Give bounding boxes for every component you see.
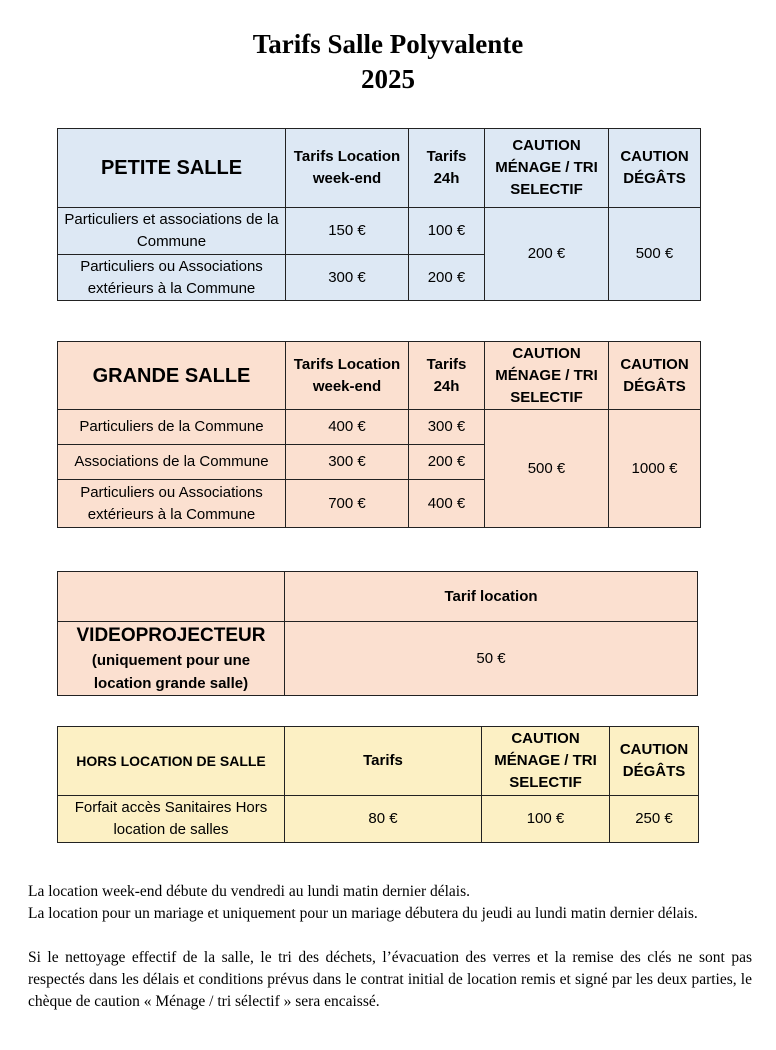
- price-24h: 200 €: [409, 445, 485, 480]
- row-label: Particuliers ou Associations extérieurs à la Commune: [58, 255, 286, 301]
- table-row: [58, 622, 698, 696]
- price-24h: 300 €: [409, 410, 485, 445]
- col-header-tarifs: Tarifs: [285, 727, 482, 796]
- row-label: Particuliers et associations de la Commune: [58, 208, 286, 255]
- price-weekend: 300 €: [286, 445, 409, 480]
- col-header-caution-menage: CAUTION MÉNAGE / TRI SELECTIF: [485, 129, 609, 208]
- col-header-weekend: Tarifs Location week-end: [286, 342, 409, 410]
- grande-salle-title: GRANDE SALLE: [58, 342, 286, 410]
- note-caution: Si le nettoyage effectif de la salle, le tri des déchets, l’évacuation des verres et la remise des clés ne sont pas respectés dans les délais et conditions prévus dans le contrat initial de location remis et signé par les deux parties, le chèque de caution « Ménage / tri sélectif » sera encaissé.: [28, 949, 752, 1010]
- note-weekend: La location week-end débute du vendredi au lundi matin dernier délais.: [28, 883, 471, 900]
- col-header-caution-degats: CAUTION DÉGÂTS: [610, 727, 699, 796]
- col-header-weekend: Tarifs Location week-end: [286, 129, 409, 208]
- videoprojecteur-note: (uniquement pour une location grande salle): [91, 651, 251, 692]
- price-weekend: 400 €: [286, 410, 409, 445]
- petite-salle-title: PETITE SALLE: [58, 129, 286, 208]
- col-header-caution-menage: CAUTION MÉNAGE / TRI SELECTIF: [485, 342, 609, 410]
- row-label: Forfait accès Sanitaires Hors location de salles: [58, 796, 285, 843]
- videoprojecteur-price: 50 €: [285, 622, 698, 696]
- videoprojecteur-table: [57, 571, 698, 696]
- page-title: Tarifs Salle Polyvalente: [252, 29, 524, 59]
- price-weekend: 700 €: [286, 480, 409, 528]
- col-header-caution-degats: CAUTION DÉGÂTS: [609, 342, 701, 410]
- caution-menage-value: 200 €: [485, 208, 609, 301]
- table-row: [58, 410, 701, 445]
- caution-degats-value: 1000 €: [609, 410, 701, 528]
- row-label: Particuliers ou Associations extérieurs à la Commune: [58, 480, 286, 528]
- notes-section: [28, 881, 752, 1013]
- table-row: [58, 208, 701, 255]
- note-mariage: La location pour un mariage et uniquement pour un mariage débutera du jeudi au lundi matin dernier délais.: [28, 905, 698, 922]
- spacer: [28, 925, 752, 947]
- petite-salle-table: [57, 128, 701, 301]
- row-label: Particuliers de la Commune: [58, 410, 286, 445]
- tarif-value: 80 €: [285, 796, 482, 843]
- videoprojecteur-title: VIDEOPROJECTEUR: [76, 624, 266, 646]
- caution-menage-value: 100 €: [482, 796, 610, 843]
- price-24h: 100 €: [409, 208, 485, 255]
- price-24h: 400 €: [409, 480, 485, 528]
- videoprojecteur-label-cell: [58, 622, 285, 696]
- page-year: 2025: [361, 64, 415, 94]
- row-label: Associations de la Commune: [58, 445, 286, 480]
- empty-header-cell: [58, 572, 285, 622]
- hors-location-table: [57, 726, 699, 843]
- price-weekend: 300 €: [286, 255, 409, 301]
- col-header-24h: Tarifs 24h: [409, 342, 485, 410]
- col-header-24h: Tarifs 24h: [409, 129, 485, 208]
- col-header-tarif-location: Tarif location: [285, 572, 698, 622]
- caution-degats-value: 250 €: [610, 796, 699, 843]
- caution-degats-value: 500 €: [609, 208, 701, 301]
- table-row: [58, 796, 699, 843]
- caution-menage-value: 500 €: [485, 410, 609, 528]
- price-24h: 200 €: [409, 255, 485, 301]
- grande-salle-table: [57, 341, 701, 528]
- hors-location-title: HORS LOCATION DE SALLE: [58, 727, 285, 796]
- price-weekend: 150 €: [286, 208, 409, 255]
- col-header-caution-degats: CAUTION DÉGÂTS: [609, 129, 701, 208]
- col-header-caution-menage: CAUTION MÉNAGE / TRI SELECTIF: [482, 727, 610, 796]
